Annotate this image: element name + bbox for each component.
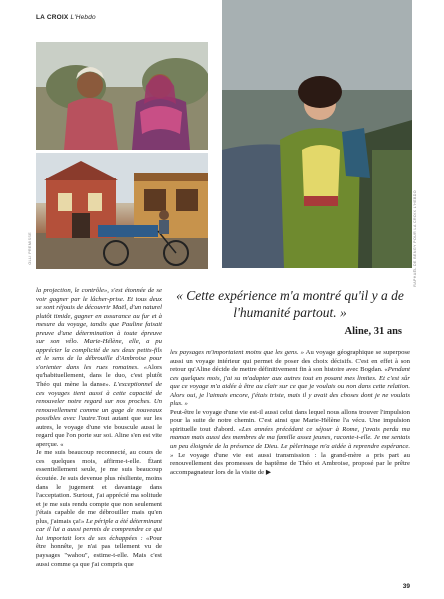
pull-quote-author: Aline, 31 ans [344, 326, 402, 337]
article-column-right [170, 349, 410, 477]
magazine-header [36, 14, 96, 21]
article-paragraph: Je me suis beaucoup reconnecté, au cours de ces quelques mois, affirme-t-elle. Étant essentiellement seule, je me suis beaucoup écoutée. Je suis devenue plus résiliente, moins dans le jugement et davantage dans l'acceptation. Surtout, j'ai apprécié ma solitude et je me suis rendu compte que non seulement j'étais capable de me débrouiller mais qu'en plus, j'aimais ça!» Le périple a été déterminant car il lui a aussi permis de comprendre ce qui lui importait lors de ses échappées : «Pour être honnête, je n'ai pas tellement vu de paysages "wahou", estime-t-elle. Mais c'est aussi comme ça que j'ai compris que [36, 449, 162, 568]
article-column-left [36, 287, 162, 569]
pull-quote: « Cette expérience m'a montré qu'il y a de l'humanité partout. » [176, 288, 404, 320]
article-paragraph: les paysages m'importaient moins que les gens. » Au voyage géographique se superpose aussi un voyage intérieur qui permet de poser des choix décisifs. C'est en effet à son retour qu'Aline décide de mettre définitivement fin à son histoire avec Bogdan. «Pendant ces quelques mois, j'ai su m'adapter aux autres tout en posant mes limites. Et c'est sûr que ce voyage m'a aidée à être au clair sur ce que je voulais ou non dans cette relation. Alors oui, je l'aimais encore, j'étais triste, mais il y avait des choses dont je ne voulais plus. » [170, 349, 411, 408]
photo-temple-street [36, 153, 208, 269]
page-number: 39 [402, 583, 410, 590]
photo-two-women [36, 42, 208, 150]
article-paragraph: la projection, le contrôle», s'est étonnée de se voir gagner par le lâcher-prise. Et tous deux se sont réjouis de découvrir Maël, d'un naturel plutôt timide, gagner en assurance au fur et à mesure du voyage, tandis que Pauline faisait preuve d'une détermination à toute épreuve sur son vélo. Marie-Hélène, elle, a pu apprécier la complicité de ses deux petits-fils et le sens de la débrouille d'Ambroise pour s'orienter dans les rues romaines. «Alors qu'habituellement, dans le duo, c'est plutôt Théo qui mène la danse». L'exceptionnel de ces voyages tient aussi à cette capacité de renouveler notre regard sur nos proches. Un renouvellement comme un gage de nouveaux possibles avec l'autre.Tout autant que sur les autres, le voyage d'une vie bouscule aussi le regard que l'on porte sur soi. Aline s'en est vite aperçue. « [36, 287, 162, 448]
photo-credit-left: OLLI PREMISSE [28, 232, 32, 265]
magazine-name: L'Hebdo [70, 14, 96, 21]
article-paragraph: Peut-être le voyage d'une vie est-il aussi celui dans lequel nous allons trouver l'impulsion pour la suite de notre chemin. C'est ainsi que Marie-Hélène l'a vécu. Une impulsion spirituelle tout d'abord. «Les années précédant ce séjour à Rome, j'avais perdu ma maman mais aussi des membres de ma famille assez jeunes, raconte-t-elle. Je me sentais un peu éloignée de la présence de Dieu. Le pèlerinage m'a aidée à reprendre espérance. » Le voyage d'une vie est aussi transmission : la grand-mère a pris part au renouvellement des promesses de baptême de Théo et Ambroise, proposé par le prêtre accompagnateur lors de la visite de ▶ [170, 408, 410, 476]
brand-name: LA CROIX [36, 14, 69, 21]
photo-credit-right: RAPHAËL DE BENGY POUR LA CROIX L'HEBDO [413, 190, 417, 287]
photo-aline-portrait [222, 0, 412, 268]
